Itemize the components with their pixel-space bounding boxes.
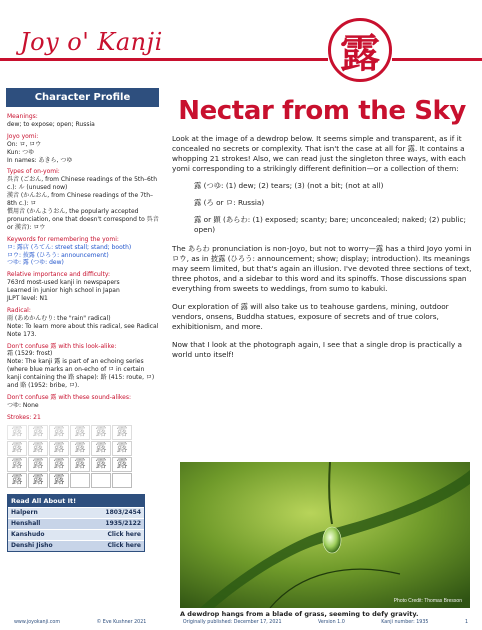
definition-1: 露 (つゆ: (1) dew; (2) tears; (3) (not a bit; (not at all) [194, 181, 384, 191]
definition-3: 露 or 顕 (あらわ: (1) exposed; scanty; bare; unconcealed; naked; (2) public; open) [194, 215, 467, 235]
keywords-heading: Keywords for remembering the yomi: [7, 235, 119, 243]
meanings-heading: Meanings: [7, 113, 38, 120]
stroke-order-cell: 露 [91, 425, 111, 440]
lookalike-note: Note: The kanji 露 is part of an echoing series (where blue marks an on-echo of ロ in certain kanji containing the 路 shape): 路 (415: route, ロ) and 賂 (1952: bribe, ロ). [7, 358, 155, 390]
stroke-order-cell: 露 [112, 457, 132, 472]
footer-kanji-number: Kanji number: 1935 [381, 620, 429, 625]
definition-2: 露 (ろ or ロ: Russia) [194, 198, 265, 208]
importance-2: Learned in junior high school in Japan [7, 287, 120, 295]
stroke-order-cell: 露 [49, 473, 69, 488]
importance-heading: Relative importance and difficulty: [7, 271, 111, 279]
type-goon: 呉音 (ごおん, from Chinese readings of the 5th–6th c.): ル (unused now) [7, 176, 158, 192]
footer-published: Originally published: December 17, 2021 [182, 620, 282, 625]
main-article [172, 96, 472, 360]
stroke-order-cell: 露 [7, 425, 27, 440]
stroke-order-cell: 露 [7, 473, 27, 488]
on-yomi: On: ロ, ロウ [7, 140, 42, 148]
keyword-1[interactable]: ロ: 露店 (ろてん: street stall; stand; booth) [7, 243, 132, 251]
keyword-3[interactable]: つゆ: 露 (つゆ: dew) [7, 259, 64, 267]
stroke-order-cell: 露 [49, 425, 69, 440]
stroke-order-cell: 露 [70, 425, 90, 440]
kanshudo-link[interactable]: Click here [107, 531, 141, 539]
importance-3: JLPT level: N1 [7, 295, 48, 303]
stroke-order-cell: 露 [7, 441, 27, 456]
stroke-order-cell [70, 473, 90, 488]
character-profile-sidebar [0, 88, 165, 608]
soundalike-heading: Don't confuse 露 with these sound-alikes: [7, 394, 132, 401]
page-title: Nectar from the Sky [178, 96, 466, 126]
profile-title: Character Profile [6, 88, 159, 107]
stroke-order-cell [91, 473, 111, 488]
dewdrop-photo-art [180, 462, 470, 608]
stroke-order-grid [7, 425, 159, 488]
logo: Joy o' Kanji [20, 28, 163, 56]
photo-credit[interactable]: Photo Credit: Thomas Bresson [393, 598, 462, 604]
footer-page: 1 [464, 620, 468, 625]
footer-copyright: © Eve Kushner 2021 [96, 620, 147, 625]
stroke-order-cell: 露 [28, 457, 48, 472]
stroke-order-cell: 露 [7, 457, 27, 472]
lookalike-1: 霜 (1529: frost) [7, 350, 53, 358]
name-yomi: In names: あきら, つゆ [7, 156, 73, 164]
paragraph-4: Now that I look at the photograph again, I see that a single drop is practically a world unto itself! [172, 340, 462, 360]
stroke-order-cell: 露 [28, 441, 48, 456]
importance-1: 763rd most-used kanji in newspapers [7, 279, 120, 287]
stroke-order-cell: 露 [49, 457, 69, 472]
stroke-order-cell: 露 [91, 457, 111, 472]
kanji-badge: 露 [328, 18, 392, 82]
header-rule-left [0, 58, 328, 61]
radical-heading: Radical: [7, 306, 31, 314]
stroke-order-cell: 露 [70, 457, 90, 472]
read-row: Halpern 1803/2454 [8, 507, 144, 518]
photo-caption: A dewdrop hangs from a blade of grass, seeming to defy gravity. [180, 610, 419, 618]
paragraph-2: The あらわ pronunciation is non-Joyo, but not to worry—露 has a third Joyo yomi in ロウ, as in 披露 (ひろう: announcement; show; display; introduction). Its meanings may seem limited, but that's again an illusion. I've devoted three sections of text, three photos, and a sidebar to this word and its spinoffs. Those discussions span everything from sweets to weddings, from sumo to kabuki. [172, 243, 472, 293]
stroke-order-cell: 露 [49, 441, 69, 456]
footer-version: Version 1.0 [317, 620, 345, 625]
read-heading: Read All About It! [8, 495, 144, 508]
header-rule-right [392, 58, 482, 61]
stroke-order-cell: 露 [91, 441, 111, 456]
stroke-order-cell: 露 [28, 473, 48, 488]
read-row[interactable]: Denshi Jisho Click here [8, 540, 144, 551]
stroke-order-cell [112, 473, 132, 488]
kun-yomi: Kun: つゆ [7, 148, 35, 156]
stroke-order-cell: 露 [112, 425, 132, 440]
read-all-about-it-box [7, 494, 145, 552]
stroke-order-cell: 露 [112, 441, 132, 456]
types-heading: Types of on-yomi: [7, 168, 60, 176]
joyo-heading: Joyo yomi: [7, 132, 39, 140]
read-row: Henshall 1935/2122 [8, 518, 144, 529]
footer [0, 620, 482, 625]
radical-note-link[interactable]: Note: To learn more about this radical, see Radical Note 173. [7, 322, 159, 338]
meanings-text: dew; to expose; open; Russia [7, 120, 95, 128]
type-kanyoon: 慣用音 (かんようおん, the popularly accepted pronunciation, one that doesn't correspond to 呉音 or 漢音): ロウ [7, 207, 159, 231]
dewdrop-photo [180, 462, 470, 608]
read-row[interactable]: Kanshudo Click here [8, 529, 144, 540]
strokes-heading: Strokes: 21 [7, 413, 41, 421]
keyword-2[interactable]: ロウ: 披露 (ひろう: announcement) [7, 251, 109, 259]
stroke-order-cell: 露 [70, 441, 90, 456]
soundalike-1: つゆ: None [7, 401, 39, 409]
paragraph-3: Our exploration of 露 will also take us to teahouse gardens, mining, outdoor vendors, onsens, Buddha statues, exposure of secrets and of true colors, exhibitionism, and more. [172, 301, 449, 331]
footer-site[interactable]: www.joyokanji.com [14, 620, 61, 625]
lookalike-heading: Don't confuse 露 with this look-alike: [7, 342, 117, 350]
jisho-link[interactable]: Click here [107, 542, 141, 550]
stroke-order-cell: 露 [28, 425, 48, 440]
type-kanon: 漢音 (かんおん, from Chinese readings of the 7th–8th c.): ロ [7, 192, 154, 208]
radical-text: 雨 (あめかんむり: the "rain" radical) [7, 314, 111, 322]
paragraph-1: Look at the image of a dewdrop below. It seems simple and transparent, as if it concealed no secrets or complexity. That isn't the case at all for 露. It contains a whopping 21 strokes! Also, we can read just the singleton three ways, with each yomi corresponding to a strikingly different definition—or a collection of them: [172, 134, 466, 174]
